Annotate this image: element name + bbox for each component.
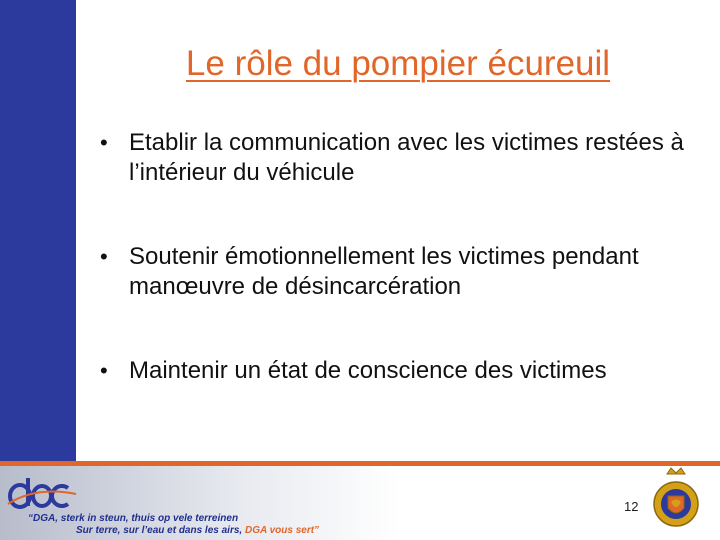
bullet-text: Maintenir un état de conscience des victimes [129,357,607,384]
bullet-item [100,356,700,386]
bullet-text: Etablir la communication avec les victimes restées à l’intérieur du véhicule [129,129,684,186]
bullet-item [100,242,700,302]
slide-title: Le rôle du pompier écureuil [185,44,611,83]
bullet-dot: • [100,244,108,269]
bullet-list [100,128,700,440]
bullet-dot: • [100,358,108,383]
footer [0,466,720,540]
crest-emblem-icon [651,466,701,538]
slogan-text: Sur terre, sur l’eau et dans les airs, [76,525,245,536]
left-sidebar-band [0,0,76,462]
footer-slogan-line2 [76,525,319,536]
bullet-item [100,128,700,188]
bullet-text: Soutenir émotionnellement les victimes pendant manœuvre de désincarcération [129,243,639,300]
bullet-dot: • [100,130,108,155]
footer-slogan-line1: “DGA, sterk in steun, thuis op vele terreinen [28,513,239,524]
dga-logo-icon [6,474,78,514]
slogan-accent: DGA vous sert” [244,525,320,536]
page-number: 12 [624,499,639,514]
